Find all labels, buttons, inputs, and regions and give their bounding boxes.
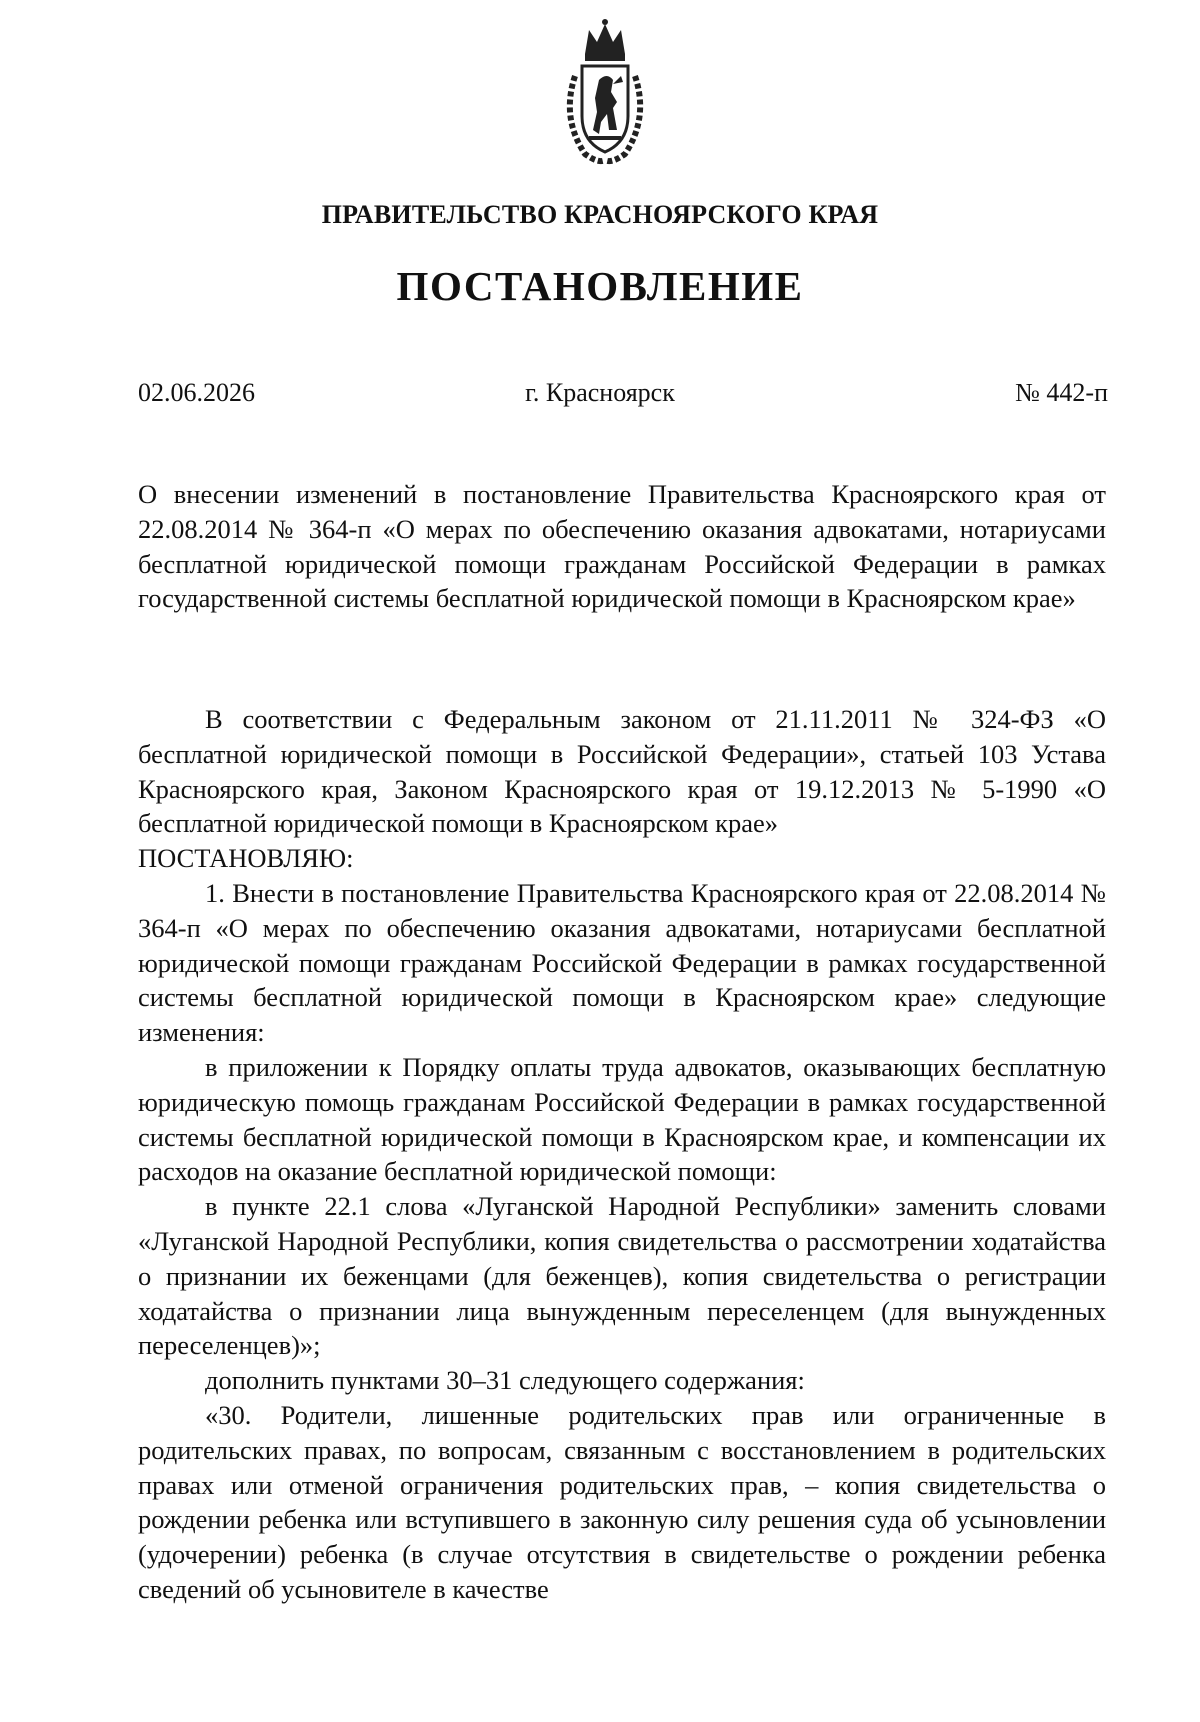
appendix-paragraph: в приложении к Порядку оплаты труда адвокатов, оказывающих бесплатную юридическую помощь гражданам Российской Федерации в рамках государственной системы бесплатной юридической помощи в Красноярском крае, и компенсации их расходов на оказание бесплатной юридической помощи: <box>138 1051 1106 1187</box>
document-number: № 442-п <box>1015 378 1108 407</box>
organization-title: ПРАВИТЕЛЬСТВО КРАСНОЯРСКОГО КРАЯ <box>321 200 879 229</box>
clause-22-1-paragraph: в пункте 22.1 слова «Луганской Народной Республики» заменить словами «Луганской Народной Республики, копия свидетельства о рассмотрении ходатайства о признании их беженцами (для беженцев), копия свидетельства о регистрации ходатайства о признании лица вынужденным переселенцем (для вынужденных переселенцев)»; <box>138 1191 1106 1361</box>
document-city: г. Красноярск <box>525 378 675 407</box>
document-date: 02.06.2026 <box>138 378 255 407</box>
supplement-paragraph: дополнить пунктами 30–31 следующего содержания: <box>205 1365 805 1396</box>
decree-word: ПОСТАНОВЛЯЮ: <box>138 843 354 874</box>
coat-of-arms-icon <box>555 18 655 166</box>
document-body <box>138 702 1106 1607</box>
document-type: ПОСТАНОВЛЕНИЕ <box>396 263 804 309</box>
preamble-paragraph: В соответствии с Федеральным законом от 21.11.2011 № 324-ФЗ «О бесплатной юридической помощи в Российской Федерации», статьей 103 Устава Красноярского края, Законом Красноярского края от 19.12.2013 № 5-1990 «О бесплатной юридической помощи в Красноярском крае» <box>138 704 1106 839</box>
item-1-paragraph: 1. Внести в постановление Правительства Красноярского края от 22.08.2014 № 364-п «О мерах по обеспечению оказания адвокатами, нотариусами бесплатной юридической помощи гражданам Российской Федерации в рамках государственной системы бесплатной юридической помощи в Красноярском крае» следующие изменения: <box>138 877 1106 1048</box>
clause-30-paragraph: «30. Родители, лишенные родительских прав или ограниченные в родительских правах, по вопросам, связанным с восстановлением в родительских правах или отменой ограничения родительских прав, – копия свидетельства о рождении ребенка или вступившего в законную силу решения суда об усыновлении (удочерении) ребенка (в случае отсутствия в свидетельстве о рождении ребенка сведений об усыновителе в качестве <box>138 1399 1106 1604</box>
document-subject <box>138 477 1106 616</box>
subject-text: О внесении изменений в постановление Правительства Красноярского края от 22.08.2014 № 364-п «О мерах по обеспечению оказания адвокатами, нотариусами бесплатной юридической помощи гражданам Российской Федерации в рамках государственной системы бесплатной юридической помощи в Красноярском крае» <box>138 479 1106 614</box>
